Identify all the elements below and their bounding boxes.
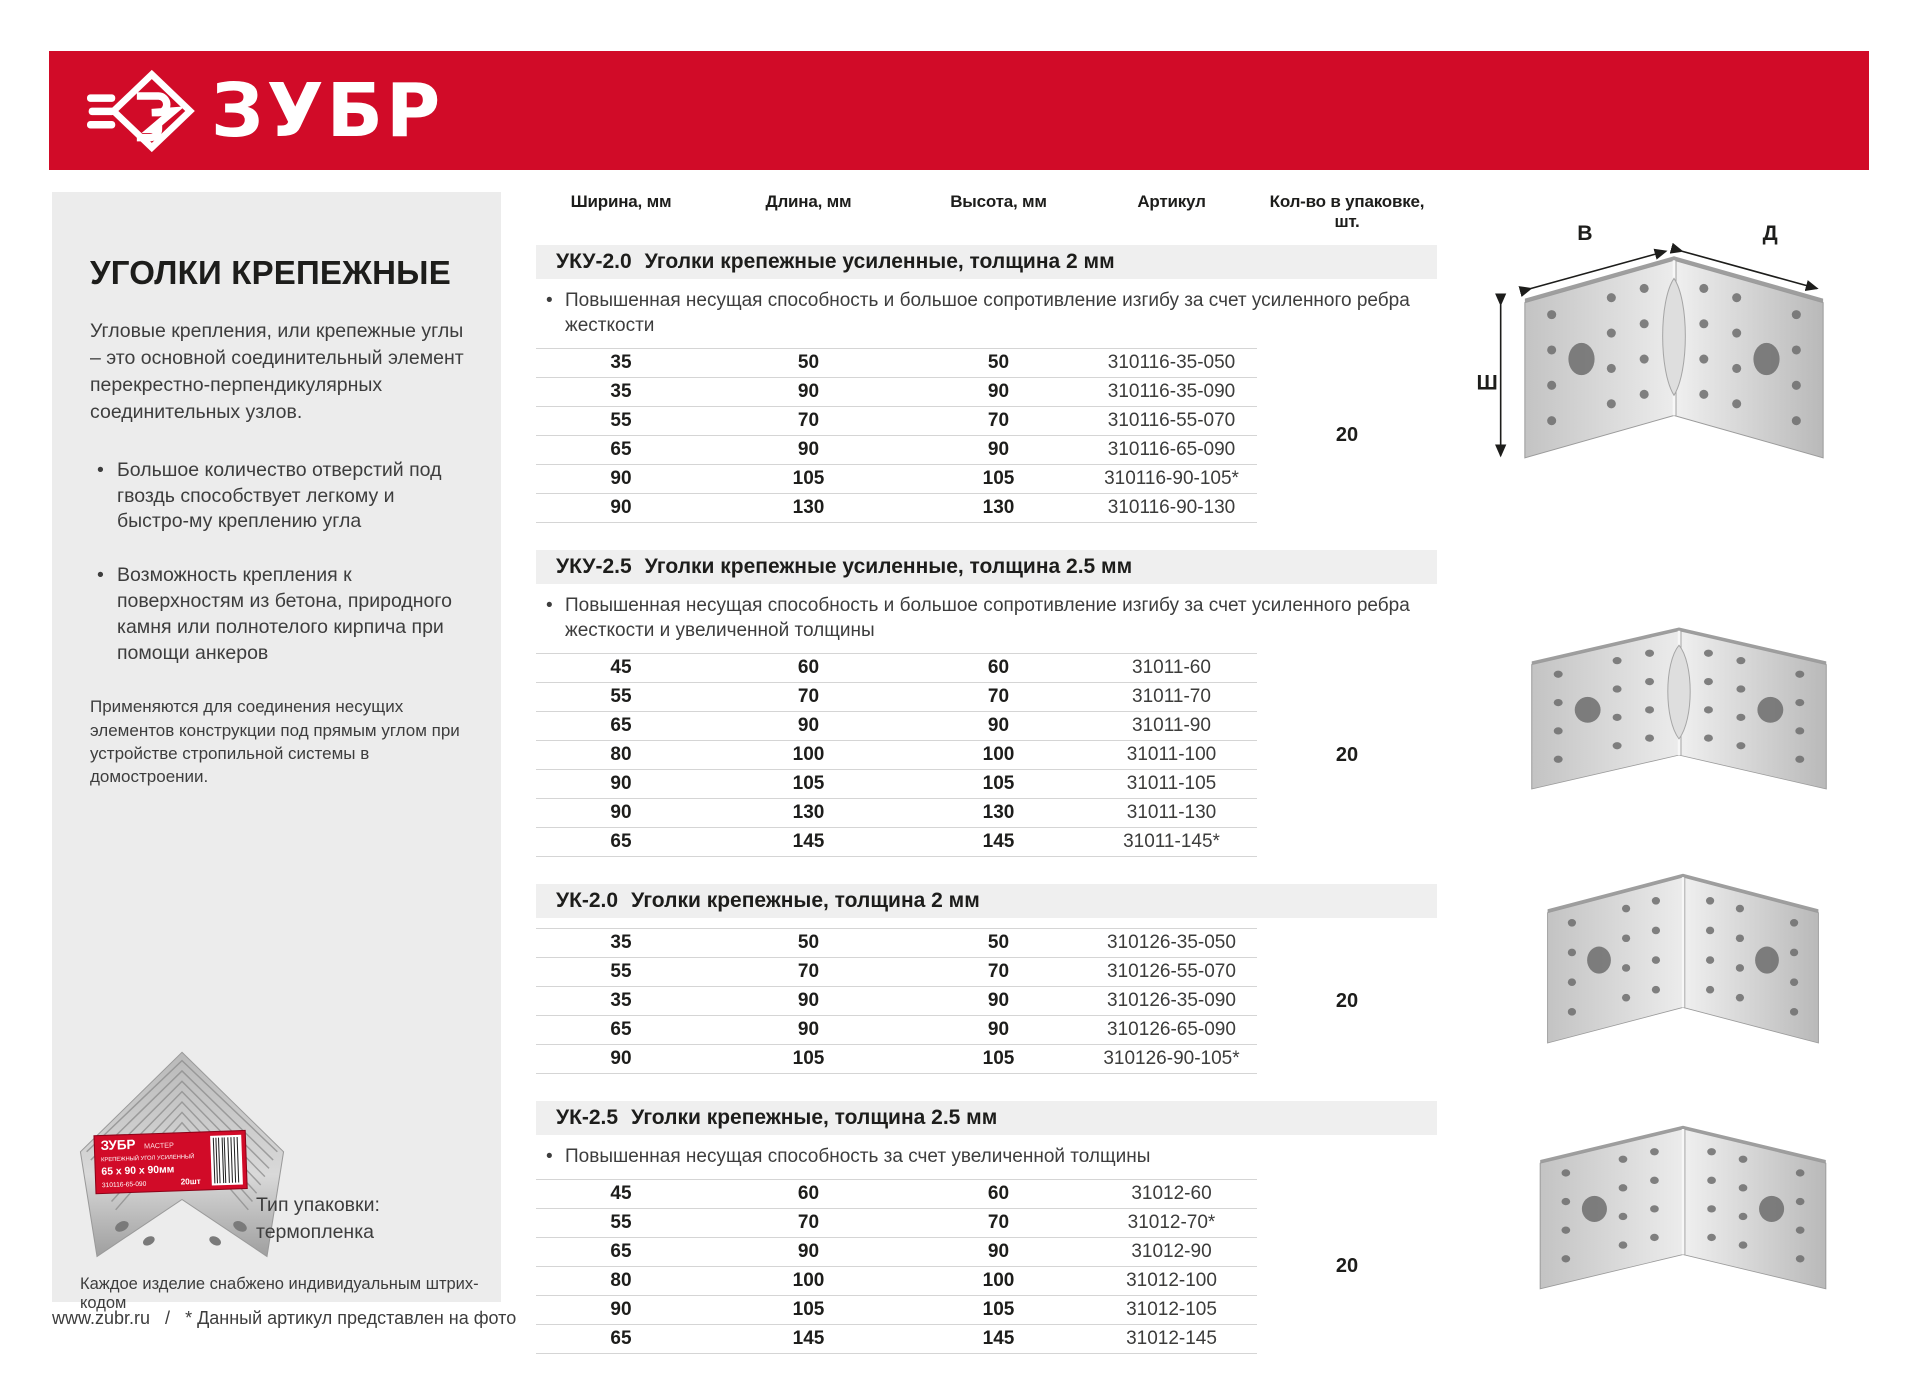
dimension-cell: 90 bbox=[911, 712, 1086, 741]
section-feature bbox=[546, 593, 1431, 643]
section-title-bar bbox=[536, 245, 1437, 279]
dimension-cell: 65 bbox=[536, 1238, 706, 1267]
dimension-cell: 100 bbox=[706, 1267, 911, 1296]
pack-qty-cell: 20 bbox=[1335, 1255, 1359, 1278]
articul-cell: 310126-35-090 bbox=[1086, 987, 1257, 1016]
section-feature-text: Повышенная несущая способность и большое сопротивление изгибу за счет усиленного ребра жесткости bbox=[565, 290, 1410, 337]
column-header: Артикул bbox=[1137, 192, 1206, 211]
section-feature-text: Повышенная несущая способность и большое сопротивление изгибу за счет усиленного ребра жесткости и увеличенной толщины bbox=[565, 595, 1410, 642]
dimension-cell: 45 bbox=[536, 1180, 706, 1209]
section-feature bbox=[546, 1144, 1431, 1169]
brand-wordmark: ЗУБР bbox=[211, 67, 444, 154]
dimension-cell: 35 bbox=[536, 378, 706, 407]
dimension-cell: 100 bbox=[911, 1267, 1086, 1296]
column-header: Высота, мм bbox=[950, 192, 1047, 211]
section-code: УК-2.0 bbox=[556, 889, 619, 913]
table-column-headers bbox=[536, 192, 1437, 232]
articul-cell: 31011-60 bbox=[1086, 654, 1257, 683]
dimension-cell: 90 bbox=[706, 436, 911, 465]
info-sidebar bbox=[52, 192, 501, 1312]
dimension-cell: 145 bbox=[911, 1325, 1086, 1354]
dimension-cell: 50 bbox=[911, 929, 1086, 958]
zubr-logo-icon bbox=[87, 65, 195, 157]
dimension-cell: 90 bbox=[706, 1238, 911, 1267]
product-section bbox=[536, 884, 1437, 1074]
table-rows bbox=[536, 348, 1257, 523]
articul-cell: 31012-90 bbox=[1086, 1238, 1257, 1267]
sidebar-feature-item: • Возможность крепления к поверхностям из бетона, природного камня или полнотелого кирпича при помощи анкеров bbox=[90, 563, 465, 667]
dimension-cell: 130 bbox=[706, 799, 911, 828]
bullet-icon: • bbox=[546, 595, 553, 617]
articul-cell: 310126-55-070 bbox=[1086, 958, 1257, 987]
packaging-type-label: Тип упаковки: bbox=[256, 1194, 380, 1216]
articul-cell: 31011-90 bbox=[1086, 712, 1257, 741]
dimension-label-height: В bbox=[1577, 222, 1593, 246]
dimension-cell: 70 bbox=[911, 1209, 1086, 1238]
label-product-name: КРЕПЕЖНЫЙ УГОЛ УСИЛЕННЫЙ bbox=[100, 1154, 195, 1164]
dimension-cell: 90 bbox=[911, 378, 1086, 407]
bracket-photo-plain-tall bbox=[1500, 845, 1866, 1065]
dimension-cell: 100 bbox=[706, 741, 911, 770]
pack-qty-cell: 20 bbox=[1335, 424, 1359, 447]
section-title-bar bbox=[536, 884, 1437, 918]
articul-cell: 310116-65-090 bbox=[1086, 436, 1257, 465]
dimension-cell: 90 bbox=[536, 1296, 706, 1325]
dimension-cell: 35 bbox=[536, 929, 706, 958]
section-name: Уголки крепежные, толщина 2 мм bbox=[631, 889, 980, 913]
dimension-cell: 70 bbox=[706, 1209, 911, 1238]
dimension-cell: 105 bbox=[706, 1296, 911, 1325]
articul-cell: 31011-105 bbox=[1086, 770, 1257, 799]
dimension-cell: 145 bbox=[706, 828, 911, 857]
column-header: Ширина, мм bbox=[570, 192, 672, 211]
dimension-cell: 145 bbox=[706, 1325, 911, 1354]
section-name: Уголки крепежные усиленные, толщина 2.5 мм bbox=[644, 555, 1133, 579]
column-header: Длина, мм bbox=[765, 192, 852, 211]
dimension-cell: 70 bbox=[706, 958, 911, 987]
column-header: Кол-во в упаковке, шт. bbox=[1269, 192, 1425, 231]
articul-cell: 310116-35-090 bbox=[1086, 378, 1257, 407]
dimension-cell: 100 bbox=[911, 741, 1086, 770]
dimension-cell: 90 bbox=[536, 465, 706, 494]
section-table bbox=[536, 348, 1437, 523]
dimension-cell: 70 bbox=[706, 407, 911, 436]
dimension-cell: 105 bbox=[706, 465, 911, 494]
dimension-cell: 105 bbox=[911, 1045, 1086, 1074]
dimension-cell: 50 bbox=[706, 929, 911, 958]
dimension-cell: 145 bbox=[911, 828, 1086, 857]
product-section bbox=[536, 245, 1437, 523]
barcode-note: Каждое изделие снабжено индивидуальным штрих-кодом bbox=[80, 1274, 479, 1312]
page-footer bbox=[52, 1308, 516, 1329]
section-table bbox=[536, 1179, 1437, 1354]
dimension-cell: 90 bbox=[911, 987, 1086, 1016]
dimension-cell: 80 bbox=[536, 741, 706, 770]
feature-list bbox=[90, 458, 465, 667]
intro-paragraph: Угловые крепления, или крепежные углы – это основной соединительный элемент перекрестно-перпендикулярных соединительных узлов. bbox=[90, 320, 464, 423]
dimension-cell: 70 bbox=[706, 683, 911, 712]
dimension-cell: 35 bbox=[536, 987, 706, 1016]
section-table bbox=[536, 928, 1437, 1074]
label-series: МАСТЕР bbox=[143, 1140, 175, 1151]
dimension-cell: 130 bbox=[706, 494, 911, 523]
packaging-type-value: термопленка bbox=[256, 1220, 375, 1243]
articul-cell: 31012-100 bbox=[1086, 1267, 1257, 1296]
label-qty: 20шт bbox=[180, 1175, 201, 1187]
dimension-cell: 60 bbox=[706, 654, 911, 683]
dimension-cell: 55 bbox=[536, 683, 706, 712]
dimension-cell: 70 bbox=[911, 958, 1086, 987]
dimension-cell: 65 bbox=[536, 436, 706, 465]
articul-cell: 31011-70 bbox=[1086, 683, 1257, 712]
dimension-cell: 50 bbox=[706, 349, 911, 378]
dimension-cell: 65 bbox=[536, 712, 706, 741]
dimension-cell: 105 bbox=[911, 770, 1086, 799]
section-code: УКУ-2.0 bbox=[556, 250, 632, 273]
dimension-cell: 45 bbox=[536, 654, 706, 683]
dimension-cell: 90 bbox=[911, 436, 1086, 465]
dimension-cell: 105 bbox=[706, 1045, 911, 1074]
product-section bbox=[536, 1101, 1437, 1354]
articul-cell: 31012-70* bbox=[1086, 1209, 1257, 1238]
dimension-cell: 60 bbox=[911, 1180, 1086, 1209]
section-name: Уголки крепежные, толщина 2.5 мм bbox=[631, 1106, 998, 1130]
dimension-cell: 50 bbox=[911, 349, 1086, 378]
page-title: УГОЛКИ КРЕПЕЖНЫЕ bbox=[90, 254, 451, 291]
dimension-label-length: Д bbox=[1762, 222, 1778, 246]
application-note: Применяются для соединения несущих элементов конструкции под прямым углом при устройстве стропильной системы в домостроении. bbox=[90, 697, 460, 787]
articul-cell: 310126-65-090 bbox=[1086, 1016, 1257, 1045]
label-size: 65 x 90 x 90мм bbox=[101, 1164, 175, 1178]
sidebar-feature-item: • Большое количество отверстий под гвоздь способствует легкому и быстро-му креплению угла bbox=[90, 458, 465, 536]
dimension-cell: 80 bbox=[536, 1267, 706, 1296]
table-rows bbox=[536, 1179, 1257, 1354]
dimension-cell: 65 bbox=[536, 1325, 706, 1354]
dimension-cell: 55 bbox=[536, 407, 706, 436]
bracket-dimension-diagram bbox=[1462, 222, 1886, 484]
dimension-label-width: Ш bbox=[1476, 371, 1498, 395]
product-sections bbox=[536, 245, 1437, 1354]
dimension-cell: 105 bbox=[911, 1296, 1086, 1325]
bullet-icon: • bbox=[546, 290, 553, 311]
website-link[interactable]: www.zubr.ru bbox=[52, 1308, 151, 1328]
dimension-cell: 90 bbox=[706, 378, 911, 407]
dimension-cell: 90 bbox=[536, 494, 706, 523]
articul-cell: 31012-145 bbox=[1086, 1325, 1257, 1354]
bracket-photo-reinforced bbox=[1480, 600, 1878, 810]
articul-cell: 310116-35-050 bbox=[1086, 349, 1257, 378]
package-label bbox=[94, 1130, 247, 1193]
dimension-cell: 130 bbox=[911, 799, 1086, 828]
section-code: УК-2.5 bbox=[556, 1106, 619, 1130]
articul-cell: 310116-90-105* bbox=[1086, 465, 1257, 494]
dimension-cell: 70 bbox=[911, 407, 1086, 436]
dimension-cell: 90 bbox=[706, 712, 911, 741]
dimension-cell: 90 bbox=[911, 1238, 1086, 1267]
dimension-cell: 105 bbox=[911, 465, 1086, 494]
asterisk-note: * Данный артикул представлен на фото bbox=[185, 1308, 517, 1328]
articul-cell: 31011-100 bbox=[1086, 741, 1257, 770]
bracket-photo-plain bbox=[1490, 1098, 1876, 1310]
section-feature bbox=[546, 288, 1431, 338]
articul-cell: 310126-90-105* bbox=[1086, 1045, 1257, 1074]
footer-separator: / bbox=[165, 1308, 171, 1328]
catalog-tables bbox=[536, 192, 1437, 1381]
articul-cell: 31012-60 bbox=[1086, 1180, 1257, 1209]
dimension-cell: 65 bbox=[536, 1016, 706, 1045]
dimension-cell: 55 bbox=[536, 958, 706, 987]
pack-qty-cell: 20 bbox=[1335, 989, 1359, 1012]
dimension-cell: 65 bbox=[536, 828, 706, 857]
articul-cell: 310116-55-070 bbox=[1086, 407, 1257, 436]
packaging-type bbox=[256, 1192, 380, 1246]
section-code: УКУ-2.5 bbox=[556, 555, 632, 579]
articul-cell: 31012-105 bbox=[1086, 1296, 1257, 1325]
dimension-cell: 55 bbox=[536, 1209, 706, 1238]
dimension-cell: 35 bbox=[536, 349, 706, 378]
label-articul: 310116-65-090 bbox=[101, 1180, 147, 1190]
dimension-cell: 90 bbox=[706, 987, 911, 1016]
bullet-icon: • bbox=[546, 1146, 553, 1168]
dimension-cell: 90 bbox=[706, 1016, 911, 1045]
section-table bbox=[536, 653, 1437, 857]
dimension-cell: 60 bbox=[706, 1180, 911, 1209]
articul-cell: 310126-35-050 bbox=[1086, 929, 1257, 958]
section-title-bar bbox=[536, 1101, 1437, 1135]
label-brand: ЗУБР bbox=[100, 1136, 136, 1154]
product-section bbox=[536, 550, 1437, 857]
dimension-cell: 90 bbox=[911, 1016, 1086, 1045]
table-rows bbox=[536, 928, 1257, 1074]
section-name: Уголки крепежные усиленные, толщина 2 мм bbox=[644, 250, 1115, 273]
zubr-logo bbox=[87, 65, 443, 157]
dimension-cell: 60 bbox=[911, 654, 1086, 683]
dimension-cell: 90 bbox=[536, 1045, 706, 1074]
dimension-cell: 90 bbox=[536, 799, 706, 828]
table-rows bbox=[536, 653, 1257, 857]
dimension-cell: 90 bbox=[536, 770, 706, 799]
articul-cell: 31011-130 bbox=[1086, 799, 1257, 828]
dimension-cell: 130 bbox=[911, 494, 1086, 523]
section-title-bar bbox=[536, 550, 1437, 584]
dimension-cell: 70 bbox=[911, 683, 1086, 712]
section-feature-text: Повышенная несущая способность за счет увеличенной толщины bbox=[565, 1146, 1151, 1168]
pack-qty-cell: 20 bbox=[1335, 743, 1359, 766]
dimension-cell: 105 bbox=[706, 770, 911, 799]
articul-cell: 31011-145* bbox=[1086, 828, 1257, 857]
articul-cell: 310116-90-130 bbox=[1086, 494, 1257, 523]
brand-header bbox=[49, 51, 1869, 170]
